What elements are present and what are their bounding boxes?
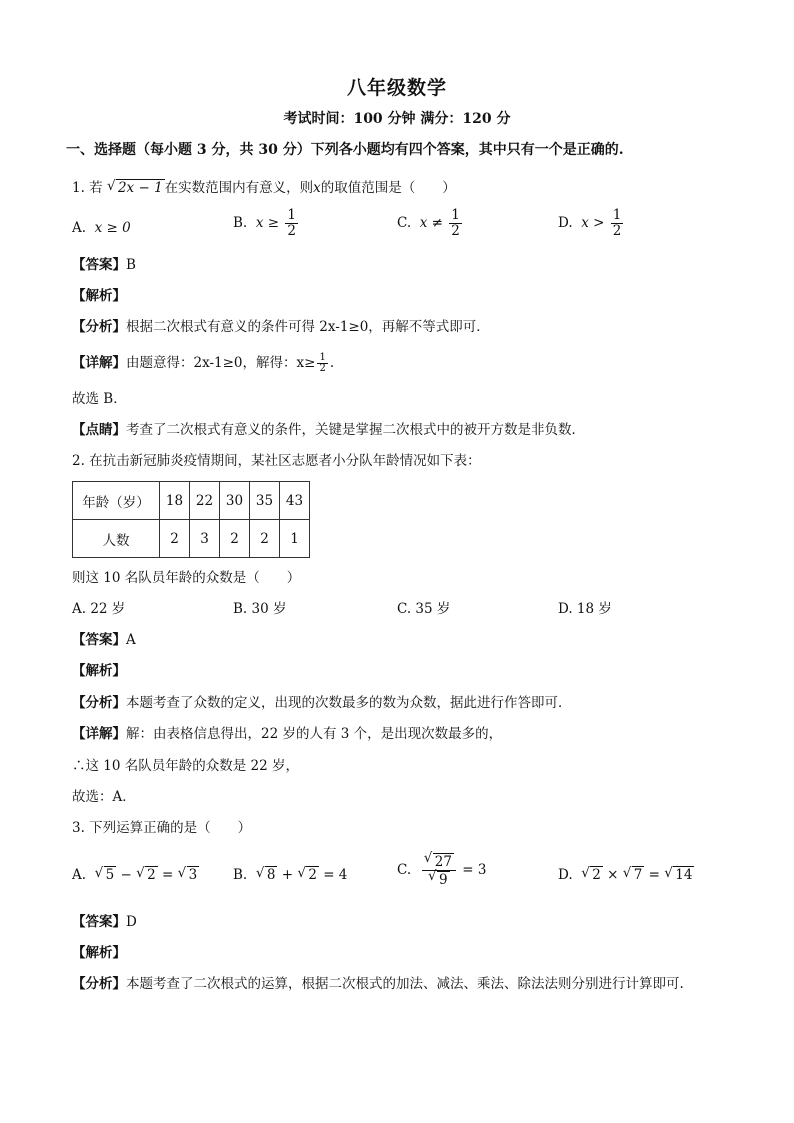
- table-header-cell: 人数: [73, 520, 160, 558]
- fraction-numerator: 1: [612, 207, 622, 223]
- sqrt-icon: [297, 866, 319, 884]
- xiangjie-text: 解：由表格信息得出，22 岁的人有 3 个，是出现次数最多的，: [126, 726, 503, 742]
- q3-analysis-tag: [72, 944, 126, 962]
- radicand: 9: [439, 872, 448, 888]
- sqrt-icon: [136, 866, 158, 884]
- q2-option-d: D. 18 岁: [558, 601, 612, 617]
- table-cell: 30: [220, 482, 250, 520]
- q1-analysis-tag: [72, 287, 126, 305]
- table-cell: 43: [280, 482, 310, 520]
- q1-option-d-fraction: [611, 208, 624, 239]
- q1-option-b-lhs: x ≥: [255, 215, 280, 231]
- q1-number: 1. 若: [72, 180, 103, 196]
- fraction-numerator: 1: [319, 352, 326, 363]
- analysis-tag: 【解析】: [72, 663, 126, 679]
- q3-fenxi: [72, 975, 684, 993]
- page-title: 八年级数学: [346, 77, 447, 99]
- radicand: 14: [675, 867, 693, 883]
- q1-option-b-fraction: [285, 208, 298, 239]
- radicand: 5: [105, 867, 115, 883]
- xiangjie-fraction: [317, 353, 327, 374]
- table-cell: 2: [250, 520, 280, 558]
- q3-option-c-label: C.: [397, 862, 412, 878]
- answer-value: B: [126, 257, 136, 273]
- sqrt-icon: [581, 866, 603, 884]
- exam-info: 考试时间：100 分钟 满分：120 分: [283, 111, 511, 127]
- q1-option-c-lhs: x ≠: [419, 215, 443, 231]
- operator: +: [281, 867, 294, 883]
- xiangjie-tag: 【详解】: [72, 355, 126, 371]
- fraction-denominator: 2: [451, 223, 460, 239]
- table-cell: 2: [160, 520, 190, 558]
- dianjing-text: 考查了二次根式有意义的条件，关键是掌握二次根式中的被开方数是非负数．: [126, 422, 585, 438]
- q1-option-d-label: D.: [558, 215, 573, 231]
- q1-option-a-label: A.: [72, 220, 87, 236]
- q1-radicand: 2x − 1: [117, 180, 163, 196]
- q1-radical: [107, 179, 165, 197]
- sqrt-icon: [95, 866, 117, 884]
- fenxi-tag: 【分析】: [72, 319, 126, 335]
- q1-option-d: [558, 208, 625, 239]
- radicand: 3: [188, 867, 198, 883]
- operator: −: [120, 867, 132, 883]
- q3-option-a-label: A.: [72, 867, 87, 883]
- operator: ×: [607, 867, 619, 883]
- q1-xiangjie: [72, 353, 334, 374]
- radicand: 2: [592, 867, 601, 883]
- q1-answer: [72, 256, 136, 274]
- sqrt-icon: [664, 866, 694, 884]
- sqrt-icon: [428, 871, 450, 888]
- q3-option-d: [558, 866, 694, 884]
- equals: = 3: [462, 862, 487, 878]
- q1-option-b-label: B.: [233, 215, 248, 231]
- fenxi-tag: 【分析】: [72, 976, 126, 992]
- table-row: [73, 520, 310, 558]
- q1-option-a: [72, 219, 131, 237]
- q3-option-c: [397, 853, 486, 888]
- table-cell: 22: [190, 482, 220, 520]
- sqrt-icon: [256, 866, 278, 884]
- analysis-tag: 【解析】: [72, 288, 126, 304]
- q1-option-b: [233, 208, 300, 239]
- fraction-denominator: [422, 871, 456, 888]
- radicand: 8: [266, 867, 276, 883]
- xiangjie-end: .: [329, 355, 335, 371]
- table-header-cell: 年龄（岁）: [73, 482, 160, 520]
- answer-tag: 【答案】: [72, 257, 126, 273]
- answer-tag: 【答案】: [72, 632, 126, 648]
- q1-stem: [72, 179, 456, 197]
- q3-option-b: [233, 866, 347, 884]
- q1-stem-end: 的取值范围是（ ）: [320, 180, 456, 196]
- q1-fenxi: [72, 318, 490, 336]
- dianjing-tag: 【点睛】: [72, 422, 126, 438]
- table-cell: 18: [160, 482, 190, 520]
- analysis-tag: 【解析】: [72, 945, 126, 961]
- radicand: 7: [633, 867, 643, 883]
- radicand: 2: [308, 867, 317, 883]
- q3-option-b-label: B.: [233, 867, 248, 883]
- q2-stem: 2. 在抗击新冠肺炎疫情期间，某社区志愿者小分队年龄情况如下表：: [72, 453, 481, 469]
- q2-fenxi: [72, 694, 572, 712]
- table-cell: 1: [280, 520, 310, 558]
- table-row: [73, 482, 310, 520]
- answer-tag: 【答案】: [72, 914, 126, 930]
- q2-answer: [72, 631, 136, 649]
- fenxi-text: 本题考查了二次根式的运算，根据二次根式的加法、减法、乘法、除法法则分别进行计算即可.: [126, 976, 684, 992]
- fenxi-text: 根据二次根式有意义的条件可得 2x-1≥0，再解不等式即可．: [126, 319, 490, 335]
- fraction-numerator: [422, 853, 456, 871]
- sqrt-icon: [178, 866, 200, 884]
- fraction-denominator: 2: [287, 223, 296, 239]
- equals: = 4: [323, 867, 348, 883]
- q2-option-a: A. 22 岁: [72, 601, 126, 617]
- q2-choose: 故选：A．: [72, 789, 136, 805]
- table-cell: 35: [250, 482, 280, 520]
- equals: =: [162, 867, 174, 883]
- xiangjie-text: 由题意得：2x-1≥0，解得：x≥: [126, 355, 316, 371]
- fraction-denominator: 2: [319, 363, 326, 374]
- fraction-denominator: 2: [612, 223, 622, 239]
- q2-question: 则这 10 名队员年龄的众数是（ ）: [72, 570, 301, 586]
- radicand: 2: [147, 867, 156, 883]
- radicand: 27: [434, 854, 452, 870]
- q2-analysis-tag: [72, 662, 126, 680]
- q2-option-b: B. 30 岁: [233, 601, 287, 617]
- fraction-numerator: 1: [451, 207, 460, 223]
- q1-dianjing: [72, 421, 585, 439]
- age-table: [72, 481, 310, 558]
- q3-option-c-fraction: [422, 853, 456, 888]
- q3-stem: 3. 下列运算正确的是（ ）: [72, 820, 252, 836]
- q1-var: x: [313, 180, 321, 196]
- q1-option-a-expr: x ≥ 0: [94, 220, 131, 236]
- xiangjie-tag: 【详解】: [72, 726, 126, 742]
- fenxi-text: 本题考查了众数的定义，出现的次数最多的数为众数，据此进行作答即可．: [126, 695, 572, 711]
- answer-value: D: [126, 914, 137, 930]
- q2-option-c: C. 35 岁: [397, 601, 451, 617]
- q1-choose: 故选 B．: [72, 391, 127, 407]
- q3-answer: [72, 913, 137, 931]
- answer-value: A: [126, 632, 136, 648]
- equals: =: [648, 867, 660, 883]
- q1-option-d-lhs: x >: [581, 215, 605, 231]
- q1-stem-text: 在实数范围内有意义，则: [164, 180, 314, 196]
- q2-xiangjie: [72, 725, 502, 743]
- q1-option-c-fraction: [449, 208, 462, 239]
- q1-option-c: [397, 208, 464, 239]
- q3-option-a: [72, 866, 199, 884]
- q3-option-d-label: D.: [558, 867, 573, 883]
- table-cell: 2: [220, 520, 250, 558]
- fenxi-tag: 【分析】: [72, 695, 126, 711]
- sqrt-icon: [623, 866, 645, 884]
- table-cell: 3: [190, 520, 220, 558]
- section-heading: 一、选择题（每小题 3 分，共 30 分）下列各小题均有四个答案，其中只有一个是正确的.: [66, 142, 624, 158]
- fraction-numerator: 1: [287, 207, 296, 223]
- q1-option-c-label: C.: [397, 215, 412, 231]
- q2-therefore: ∴这 10 名队员年龄的众数是 22 岁，: [72, 758, 300, 774]
